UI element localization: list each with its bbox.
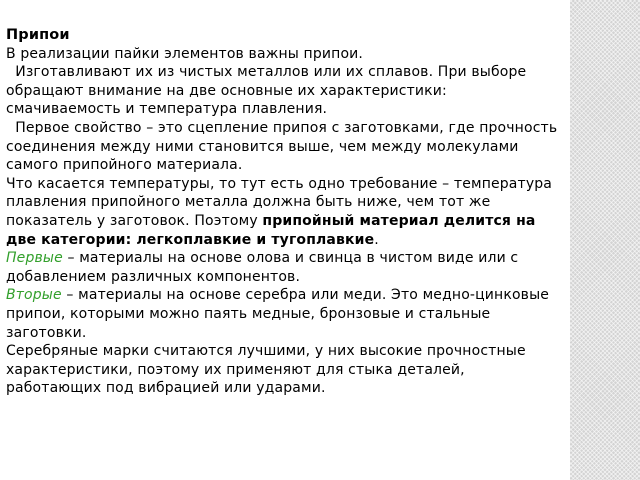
first-category-text: – материалы на основе олова и свинца в чистом виде или с добавлением различных компонентов.	[6, 250, 519, 285]
paragraph-manufacture-text: Изготавливают их из чистых металлов или их сплавов. При выборе обращают внимание на две основные их характеристики: смачиваемость и температура плавления.	[6, 64, 527, 118]
first-category-lead: Первые	[6, 250, 63, 267]
paragraph-temperature-text: Что касается температуры, то тут есть одно требование – температура плавления припойного металла должна быть ниже, чем тот же показатель у заготовок. Поэтому	[6, 175, 553, 229]
second-category-lead: Вторые	[6, 287, 62, 304]
slide-content	[6, 26, 562, 398]
paragraph-temperature-end: .	[374, 231, 379, 248]
paragraph-wettability	[6, 119, 562, 175]
decorative-sidebar	[570, 0, 640, 480]
paragraph-wettability-text: Первое свойство – это сцепление припоя с заготовками, где прочность соединения между ними становится выше, чем между молекулами самого припойного материала.	[6, 119, 558, 174]
paragraph-intro: В реализации пайки элементов важны припои.	[6, 45, 364, 62]
paragraph-silver: Серебряные марки считаются лучшими, у них высокие прочностные характеристики, поэтому их применяют для стыка деталей, работающих под вибрацией или ударами.	[6, 343, 526, 397]
paragraph-temperature	[6, 175, 562, 249]
paragraph-manufacture	[6, 63, 562, 119]
paragraph-second-category	[6, 286, 562, 342]
second-category-text: – материалы на основе серебра или меди. Это медно-цинковые припои, которыми можно паять медные, бронзовые и стальные заготовки.	[6, 287, 550, 341]
paragraph-temperature-bold: припойный материал делится на две категории: легкоплавкие и тугоплавкие	[6, 212, 536, 248]
slide-title: Припои	[6, 27, 70, 43]
paragraph-first-category	[6, 249, 562, 286]
